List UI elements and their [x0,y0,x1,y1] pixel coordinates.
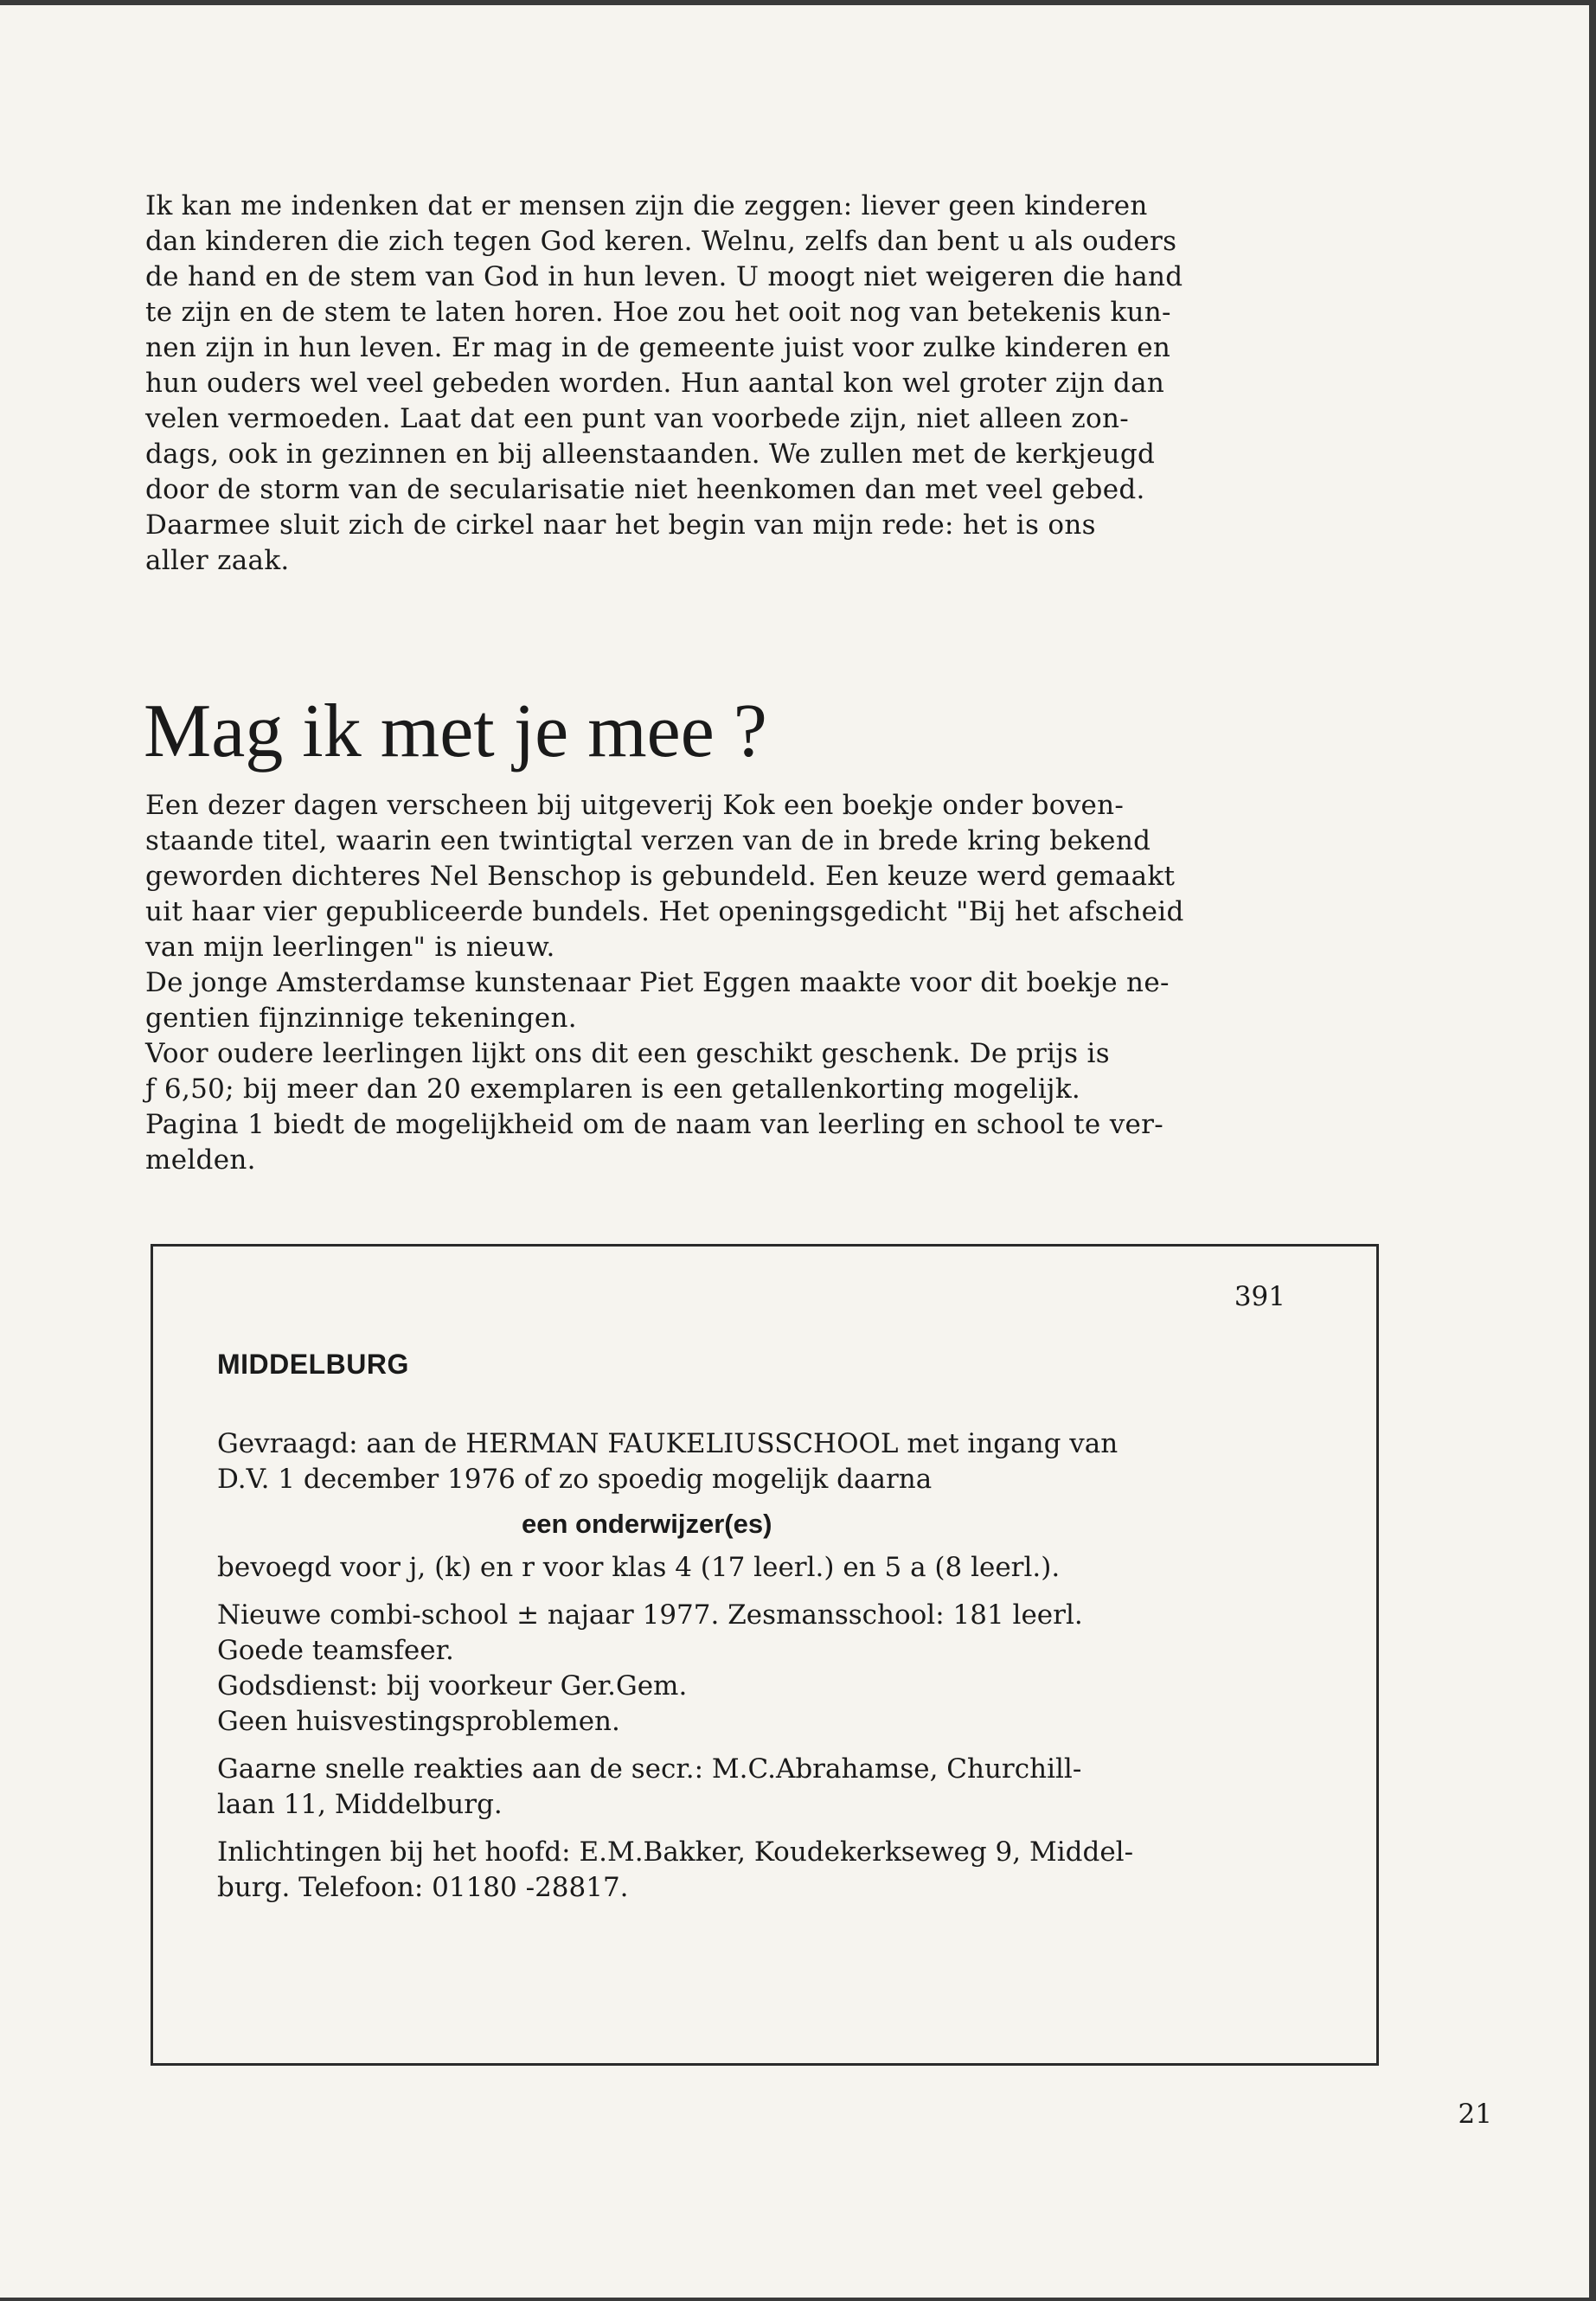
text-line: D.V. 1 december 1976 of zo spoedig mogelijk daarna [217,1464,933,1495]
text-line: Godsdienst: bij voorkeur Ger.Gem. [217,1670,688,1702]
text-line: hun ouders wel veel gebeden worden. Hun aantal kon wel groter zijn dan [145,368,1165,399]
text-line: Inlichtingen bij het hoofd: E.M.Bakker, Koudekerkseweg 9, Middel- [217,1836,1134,1868]
text-line: van mijn leerlingen" is nieuw. [145,932,555,963]
text-line: aller zaak. [145,545,290,576]
text-line: dags, ook in gezinnen en bij alleenstaanden. We zullen met de kerkjeugd [145,439,1156,470]
text-line: staande titel, waarin een twintigtal verzen van de in brede kring bekend [145,825,1151,856]
text-line: de hand en de stem van God in hun leven. U moogt niet weigeren die hand [145,261,1183,292]
text-line: laan 11, Middelburg. [217,1789,503,1820]
advertisement-body [217,1426,1342,1906]
text-line: Goede teamsfeer. [217,1635,454,1666]
text-line: Daarmee sluit zich de cirkel naar het begin van mijn rede: het is ons [145,510,1096,541]
page-number: 21 [1458,2099,1492,2130]
text-line: dan kinderen die zich tegen God keren. Welnu, zelfs dan bent u als ouders [145,226,1177,257]
text-line: Pagina 1 biedt de mogelijkheid om de naam van leerling en school te ver- [145,1109,1164,1140]
article-paragraph [145,788,1408,965]
article-paragraph [145,965,1408,1036]
text-line: ƒ 6,50; bij meer dan 20 exemplaren is een getallenkorting mogelijk. [145,1074,1081,1105]
advertisement-number: 391 [1234,1281,1285,1312]
intro-paragraph [145,189,1408,579]
spacer [217,1586,1342,1598]
text-line: Ik kan me indenken dat er mensen zijn die zeggen: liever geen kinderen [145,190,1148,221]
text-line: bevoegd voor j, (k) en r voor klas 4 (17 leerl.) en 5 a (8 leerl.). [217,1552,1061,1583]
text-line: geworden dichteres Nel Benschop is gebundeld. Een keuze werd gemaakt [145,861,1176,892]
advertisement-position: een onderwijzer(es) [522,1509,772,1539]
text-line: velen vermoeden. Laat dat een punt van voorbede zijn, niet alleen zon- [145,403,1130,434]
text-line: Gaarne snelle reakties aan de secr.: M.C.Abrahamse, Churchill- [217,1753,1082,1785]
article-title: Mag ik met je mee ? [144,689,767,773]
text-line: Gevraagd: aan de HERMAN FAUKELIUSSCHOOL met ingang van [217,1428,1118,1459]
article-paragraph [145,1036,1408,1178]
article-body [145,788,1408,1178]
text-line: Een dezer dagen verscheen bij uitgeverij Kok een boekje onder boven- [145,790,1125,821]
advertisement-city: MIDDELBURG [217,1349,409,1380]
text-line: Nieuwe combi-school ± najaar 1977. Zesmansschool: 181 leerl. [217,1599,1083,1631]
text-line: gentien fijnzinnige tekeningen. [145,1003,577,1034]
spacer [217,1823,1342,1835]
text-line: Voor oudere leerlingen lijkt ons dit een geschikt geschenk. De prijs is [145,1038,1110,1069]
spacer [217,1740,1342,1752]
text-line: nen zijn in hun leven. Er mag in de gemeente juist voor zulke kinderen en [145,332,1171,363]
text-line: burg. Telefoon: 01180 -28817. [217,1872,629,1903]
text-line: uit haar vier gepubliceerde bundels. Het openingsgedicht "Bij het afscheid [145,896,1184,927]
text-line: De jonge Amsterdamse kunstenaar Piet Eggen maakte voor dit boekje ne- [145,967,1170,998]
text-line: Geen huisvestingsproblemen. [217,1706,620,1737]
job-advertisement [151,1244,1379,2066]
text-line: door de storm van de secularisatie niet heenkomen dan met veel gebed. [145,474,1145,505]
text-line: te zijn en de stem te laten horen. Hoe zou het ooit nog van betekenis kun- [145,297,1171,328]
text-line: melden. [145,1144,256,1176]
